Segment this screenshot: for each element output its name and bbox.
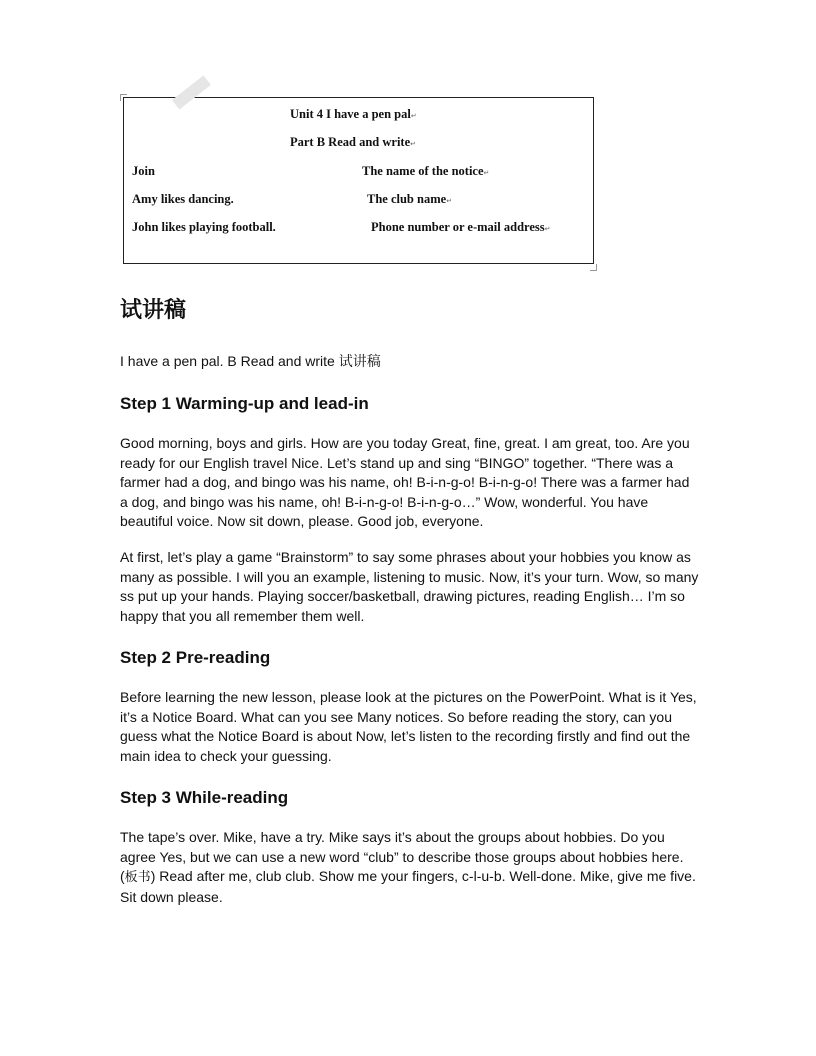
board-right-item: Phone number or e-mail address↵: [371, 220, 551, 234]
board-left-item: John likes playing football.: [132, 220, 276, 234]
board-subtitle: Part B Read and write↵: [290, 135, 416, 149]
step-3-heading: Step 3 While-reading: [120, 788, 289, 807]
blackboard-design-image: [123, 97, 594, 264]
step-1-paragraph-1: Good morning, boys and girls. How are you today Great, fine, great. I am great, too. Are you ready for our English travel Nice. Let’s stand up and sing “BINGO” together. “There was a farmer had a dog, and bingo was his name, oh! B-i-n-g-o! B-i-n-g-o! There was a farmer had a dog, and bingo was his name, oh! B-i-n-g-o! B-i-n-g-o…” Wow, wonderful. You have beautiful voice. Now sit down, please. Good job, everyone.: [120, 435, 690, 529]
crop-mark-bottom-right: [590, 264, 597, 271]
step-1-paragraph-2: At first, let’s play a game “Brainstorm” to say some phrases about your hobbies you know as many as possible. I will you an example, listening to music. Now, it’s your turn. Wow, so many ss put up your hands. Playing soccer/basketball, drawing pictures, reading English… I’m so happy that you all remember them well.: [120, 549, 699, 624]
watermark-stroke: [172, 75, 211, 109]
step-2-paragraph: Before learning the new lesson, please look at the pictures on the PowerPoint. What is it Yes, it’s a Notice Board. What can you see Many notices. So before reading the story, can you guess what the Notice Board is about Now, let’s listen to the recording firstly and find out the main idea to check your guessing.: [120, 689, 697, 764]
board-right-item: The club name↵: [367, 192, 453, 206]
step-2-heading: Step 2 Pre-reading: [120, 648, 271, 667]
document-subtitle: I have a pen pal. B Read and write 试讲稿: [120, 353, 381, 370]
board-title: Unit 4 I have a pen pal↵: [290, 107, 417, 121]
crop-mark-top-left: [120, 94, 127, 101]
board-left-item: Amy likes dancing.: [132, 192, 234, 206]
document-heading: 试讲稿: [120, 298, 187, 323]
step-3-paragraph: The tape’s over. Mike, have a try. Mike says it’s about the groups about hobbies. Do you agree Yes, but we can use a new word “club” to describe those groups about hobbies here.(板书) Read after me, club club. Show me your fingers, c-l-u-b. Well-done. Mike, give me five. Sit down please.: [120, 829, 696, 905]
board-right-item: The name of the notice↵: [362, 164, 490, 178]
step-1-heading: Step 1 Warming-up and lead-in: [120, 394, 369, 413]
board-left-item: Join: [132, 164, 155, 178]
